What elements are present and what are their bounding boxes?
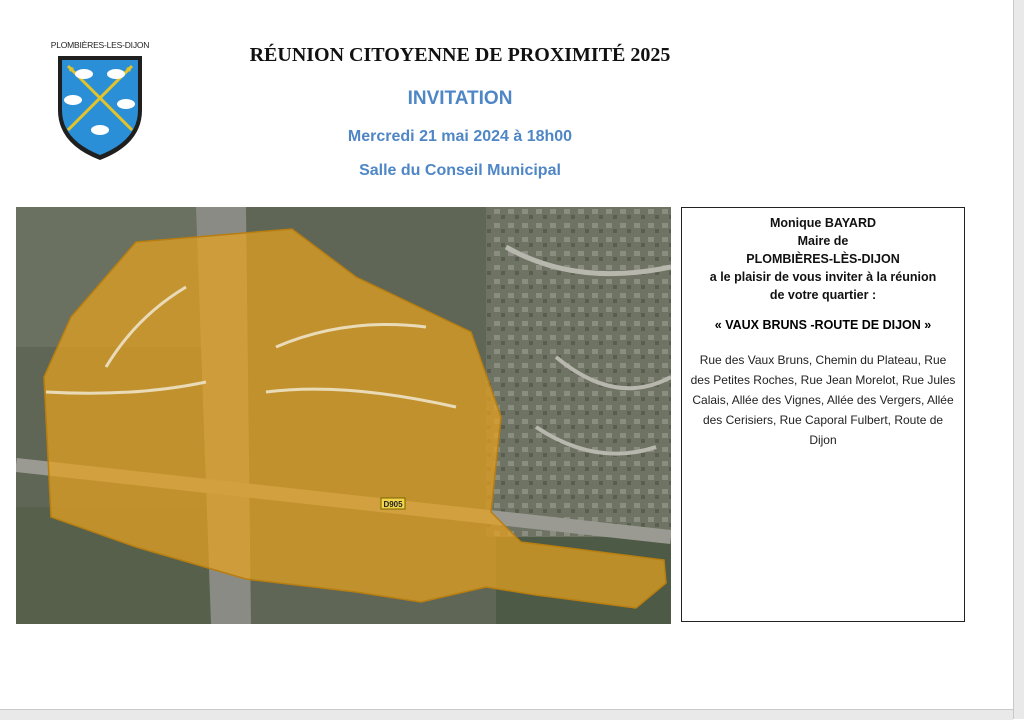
town-name: PLOMBIÈRES-LÈS-DIJON bbox=[746, 252, 900, 266]
crest-town-label: PLOMBIÈRES-LES-DIJON bbox=[50, 40, 150, 50]
mayor-role: Maire de bbox=[797, 234, 849, 248]
meeting-venue: Salle du Conseil Municipal bbox=[359, 162, 561, 179]
coat-of-arms-icon bbox=[56, 52, 144, 164]
street-list: Rue des Vaux Bruns, Chemin du Plateau, Rue des Petites Roches, Rue Jean Morelot, Rue Jules Calais, Allée des Vignes, Allée des Vergers, Allée des Cerisiers, Rue Caporal Fulbert, Route de Dijon bbox=[690, 353, 956, 447]
invitation-box bbox=[681, 207, 965, 622]
mayor-name: Monique BAYARD bbox=[769, 216, 877, 230]
neighborhood-map bbox=[16, 207, 671, 624]
road-label: D905 bbox=[383, 500, 403, 509]
invite-line-2: de votre quartier : bbox=[769, 288, 877, 302]
coat-of-arms bbox=[50, 40, 150, 164]
page-frame-bottom bbox=[0, 709, 1013, 720]
invitation-heading: INVITATION bbox=[407, 88, 513, 109]
page-frame-right bbox=[1013, 0, 1024, 719]
invite-line-1: a le plaisir de vous inviter à la réunion bbox=[709, 270, 937, 284]
meeting-date: Mercredi 21 mai 2024 à 18h00 bbox=[347, 128, 573, 145]
quarter-name: « VAUX BRUNS -ROUTE DE DIJON » bbox=[714, 318, 932, 332]
page-title: RÉUNION CITOYENNE DE PROXIMITÉ 2025 bbox=[249, 44, 671, 66]
